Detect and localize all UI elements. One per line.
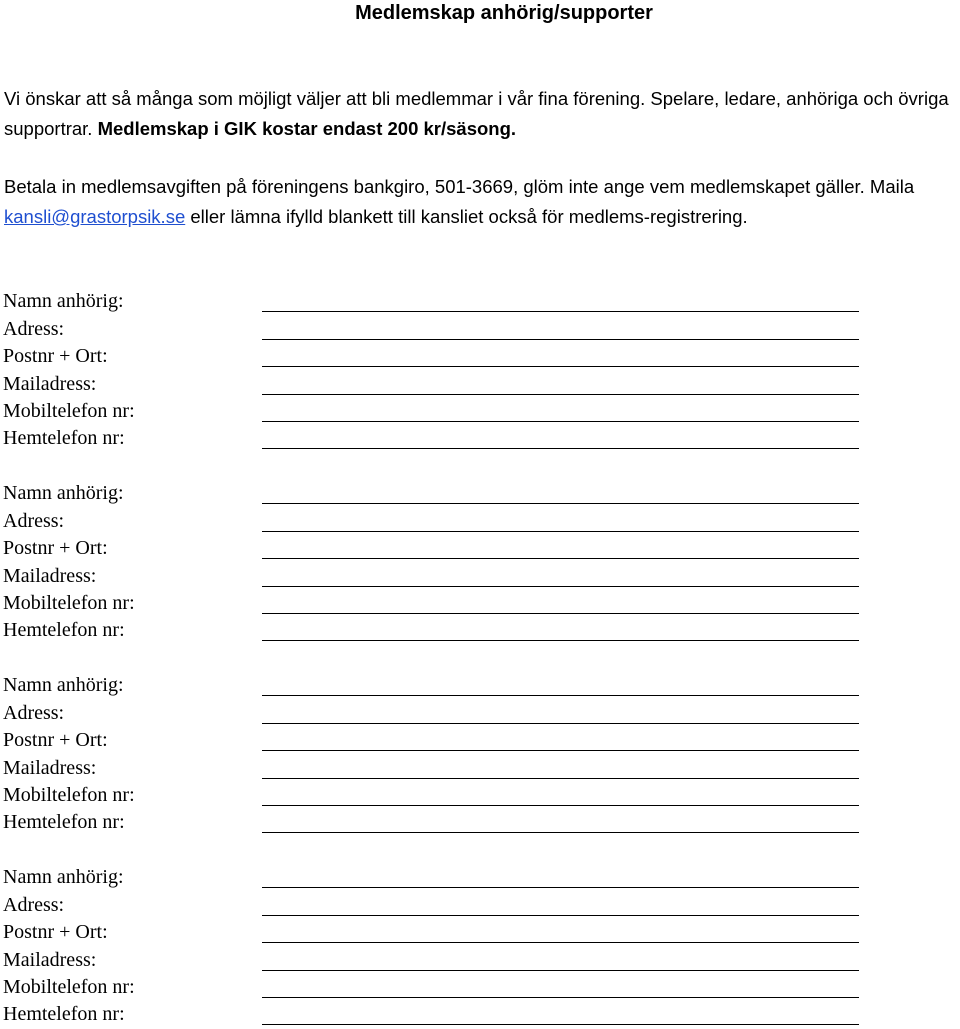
email-field[interactable] <box>262 970 859 971</box>
postal-field[interactable] <box>262 942 859 943</box>
email-label: Mailadress: <box>3 564 97 587</box>
form-row-postal <box>3 917 863 944</box>
payment-paragraph <box>4 172 956 232</box>
mobile-label: Mobiltelefon nr: <box>3 975 135 998</box>
form-row-name <box>3 862 863 889</box>
name-label: Namn anhörig: <box>3 290 124 313</box>
membership-price-text: Medlemskap i GIK kostar endast 200 kr/säsong. <box>97 118 517 139</box>
address-label: Adress: <box>3 509 65 532</box>
name-label: Namn anhörig: <box>3 674 124 697</box>
form-row-address <box>3 313 863 340</box>
form-row-email <box>3 368 863 395</box>
email-label: Mailadress: <box>3 372 97 395</box>
form-block-4 <box>3 862 863 1026</box>
form-row-name <box>3 286 863 313</box>
payment-text: Betala in medlemsavgiften på föreningens bankgiro, 501-3669, glöm inte ange vem medlemskapet gäller. Maila <box>4 176 915 197</box>
email-label: Mailadress: <box>3 948 97 971</box>
postal-field[interactable] <box>262 366 859 367</box>
mobile-field[interactable] <box>262 805 859 806</box>
postal-label: Postnr + Ort: <box>3 345 108 368</box>
home-phone-field[interactable] <box>262 640 859 641</box>
home-phone-label: Hemtelefon nr: <box>3 1003 125 1026</box>
mobile-label: Mobiltelefon nr: <box>3 783 135 806</box>
form-row-home-phone <box>3 999 863 1026</box>
postal-field[interactable] <box>262 558 859 559</box>
name-field[interactable] <box>262 887 859 888</box>
address-field[interactable] <box>262 531 859 532</box>
address-label: Adress: <box>3 701 65 724</box>
name-field[interactable] <box>262 311 859 312</box>
form-row-mobile <box>3 588 863 615</box>
address-label: Adress: <box>3 893 65 916</box>
form-row-mobile <box>3 396 863 423</box>
form-row-address <box>3 505 863 532</box>
name-field[interactable] <box>262 503 859 504</box>
name-label: Namn anhörig: <box>3 482 124 505</box>
form-row-home-phone <box>3 423 863 450</box>
form-row-address <box>3 889 863 916</box>
form-row-postal <box>3 725 863 752</box>
intro-text: Vi önskar att så många som möjligt väljer att bli medlemmar i vår fina förening. Spelare, ledare, anhöriga och övriga supportrar. <box>4 88 949 139</box>
email-link[interactable]: kansli@grastorpsik.se <box>4 206 186 227</box>
email-field[interactable] <box>262 586 859 587</box>
form-row-home-phone <box>3 807 863 834</box>
form-block-3 <box>3 670 863 834</box>
home-phone-label: Hemtelefon nr: <box>3 619 125 642</box>
postal-label: Postnr + Ort: <box>3 921 108 944</box>
postal-label: Postnr + Ort: <box>3 537 108 560</box>
page-title: Medlemskap anhörig/supporter <box>355 2 653 24</box>
form-row-email <box>3 944 863 971</box>
address-field[interactable] <box>262 915 859 916</box>
mobile-label: Mobiltelefon nr: <box>3 591 135 614</box>
postal-field[interactable] <box>262 750 859 751</box>
home-phone-field[interactable] <box>262 1024 859 1025</box>
form-row-name <box>3 478 863 505</box>
mobile-label: Mobiltelefon nr: <box>3 399 135 422</box>
form-row-postal <box>3 341 863 368</box>
form-row-mobile <box>3 780 863 807</box>
email-field[interactable] <box>262 778 859 779</box>
form-row-address <box>3 697 863 724</box>
name-label: Namn anhörig: <box>3 866 124 889</box>
address-label: Adress: <box>3 317 65 340</box>
email-field[interactable] <box>262 394 859 395</box>
intro-paragraph <box>4 84 956 144</box>
form-row-home-phone <box>3 615 863 642</box>
postal-label: Postnr + Ort: <box>3 729 108 752</box>
form-block-2 <box>3 478 863 642</box>
home-phone-label: Hemtelefon nr: <box>3 427 125 450</box>
address-field[interactable] <box>262 339 859 340</box>
payment-text-continued: eller lämna ifylld blankett till kansliet också för medlems-registrering. <box>185 206 748 227</box>
mobile-field[interactable] <box>262 613 859 614</box>
home-phone-label: Hemtelefon nr: <box>3 811 125 834</box>
form-row-email <box>3 560 863 587</box>
name-field[interactable] <box>262 695 859 696</box>
form-row-mobile <box>3 972 863 999</box>
form-row-email <box>3 752 863 779</box>
form-block-1 <box>3 286 863 450</box>
mobile-field[interactable] <box>262 421 859 422</box>
form-row-name <box>3 670 863 697</box>
home-phone-field[interactable] <box>262 832 859 833</box>
email-label: Mailadress: <box>3 756 97 779</box>
mobile-field[interactable] <box>262 997 859 998</box>
form-row-postal <box>3 533 863 560</box>
address-field[interactable] <box>262 723 859 724</box>
home-phone-field[interactable] <box>262 448 859 449</box>
